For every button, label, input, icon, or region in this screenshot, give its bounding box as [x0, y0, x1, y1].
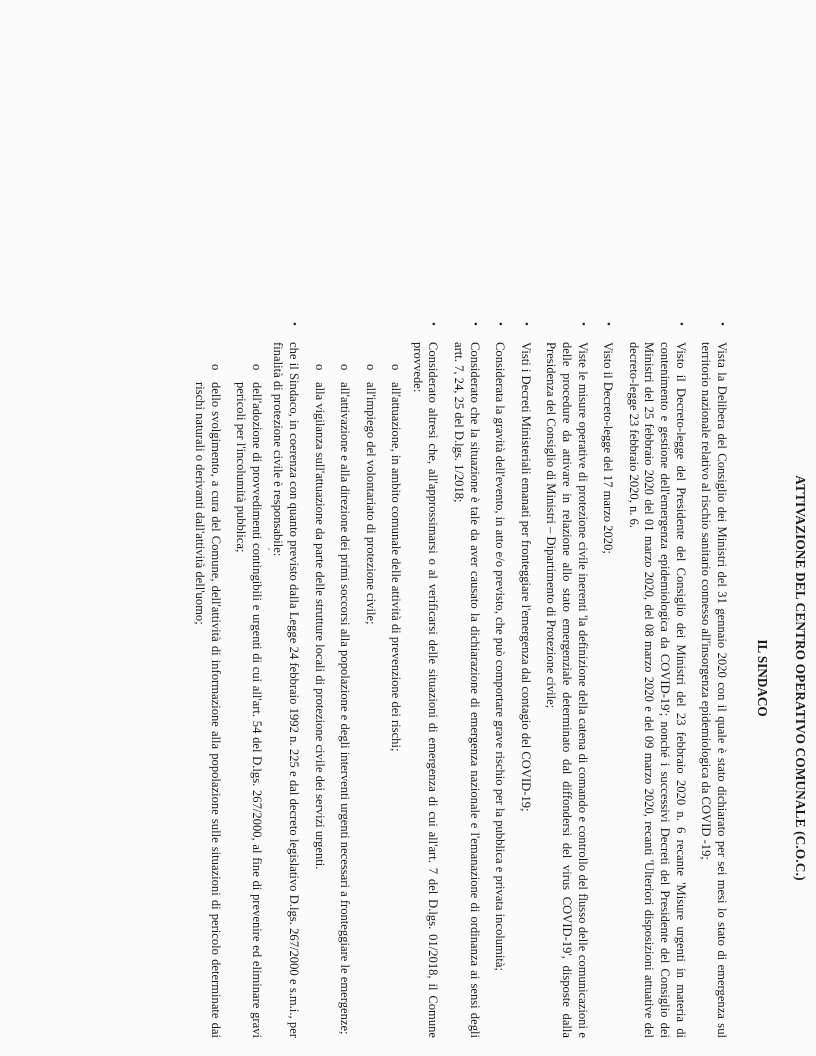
consideration-text: Considerato altresì che, all'approssimarsi o al verificarsi delle situazioni di emergenza di cui all'art. 7 del D.lgs. 01/2018, il Comune provvede: [410, 342, 441, 1038]
circle-bullet-icon: o [208, 364, 223, 371]
consideration-text: Visto il Decreto-legge del 17 marzo 2020; [601, 342, 616, 554]
bullet-icon: • [494, 322, 507, 326]
bullet-icon: • [519, 322, 532, 326]
provision-item [337, 342, 353, 1038]
mayor-statement-item [191, 318, 301, 1038]
document-title: ATTIVAZIONE DEL CENTRO OPERATIVO COMUNALE (C.O.C.) [793, 475, 808, 881]
rotated-document-body [86, 318, 808, 1038]
bullet-icon: • [576, 322, 589, 326]
bullet-icon: • [602, 322, 615, 326]
provision-item [311, 342, 327, 1038]
circle-bullet-icon: o [389, 364, 404, 371]
circle-bullet-icon: o [363, 364, 378, 371]
consideration-item [625, 318, 687, 1038]
bullet-icon: • [674, 322, 687, 326]
responsibility-item [233, 342, 264, 1038]
consideration-text: Considerata la gravità dell'evento, in atto e/o previsto, che può comportare grave rischio per la pubblica e privata incolumità; [493, 342, 508, 971]
responsibilities-list [191, 342, 263, 1038]
consideration-text: Visto il Decreto-legge del Presidente del Consiglio dei Ministri del 23 febbraio 2020 n. 6 recante 'Misure urgenti in materia di contenimento e gestione dell'emergenza epidemiologica da COVID-19'; nonché i successivi Decreti del Presidente del Consiglio dei Ministri del 25 febbraio 2020 del 01 marzo 2020, del 08 marzo 2020 e del 09 marzo 2020, recanti 'Ulteriori disposizioni attuative del decreto-legge 23 febbraio 2020, n. 6. [626, 342, 688, 1038]
consideration-item [492, 318, 508, 1038]
document-subtitle: IL SINDACO [755, 639, 771, 717]
consideration-item [543, 318, 590, 1038]
consideration-item [517, 318, 533, 1038]
responsibility-item [191, 342, 222, 1038]
consideration-item [451, 318, 482, 1038]
provisions-list [311, 342, 403, 1038]
consideration-item [600, 318, 616, 1038]
circle-bullet-icon: o [338, 364, 353, 371]
consideration-item [698, 318, 729, 1038]
provision-text: all'attivazione e alla direzione dei primi soccorsi alla popolazione e degli interventi urgenti necessari a fronteggiare le emergenze; [338, 382, 353, 1035]
provision-text: alla vigilanza sull'attuazione da parte delle strutture locali di protezione civile dei servizi urgenti. [312, 382, 327, 870]
provision-text: all'attuazione, in ambito comunale delle attività di prevenzione dei rischi; [389, 382, 404, 752]
circle-bullet-icon: o [249, 364, 264, 371]
consideration-text: Viste le misure operative di protezione civile inerenti 'la definizione della catena di comando e controllo del flusso delle comunicazioni e delle procedure da attivare in relazione allo stato emergenziale determinato dal diffondersi del virus COVID-19', disposte dalla Presidenza del Consiglio di Ministri – Dipartimento di Protezione civile; [544, 342, 590, 1038]
responsibility-text: dell'adozione di provvedimenti contingibili e urgenti di cui all'art. 54 del D.lgs. 267/2000, al fine di prevenire ed eliminare gravi pericoli per l'incolumità pubblica; [234, 382, 264, 1038]
consideration-text: Considerato che la situazione è tale da aver causato la dichiarazione di emergenza nazionale e l'emanazione di ordinanza ai sensi degli artt. 7, 24, 25 del D.lgs. 1/2018; [452, 342, 482, 1038]
consideration-text: Vista la Delibera del Consiglio dei Ministri del 31 gennaio 2020 con il quale è stato dichiarato per sei mesi lo stato di emergenza sul territorio nazionale relativo al rischio sanitario connesso all'insorgenza epidemiologica da COVID -19; [699, 342, 729, 1038]
mayor-statement-text: che il Sindaco, in coerenza con quanto previsto dalla Legge 24 febbraio 1992 n. 225 e dal decreto legislativo D.lgs. 267/2000 e s.m.i., per finalità di protezione civile è responsabile: [271, 342, 301, 1038]
bullet-icon: • [427, 322, 440, 326]
circle-bullet-icon: o [312, 364, 327, 371]
bullet-icon: • [715, 322, 728, 326]
provision-text: all'impiego del volontariato di protezione civile; [363, 382, 378, 625]
bullet-icon: • [287, 322, 300, 326]
responsibility-text: dello svolgimento, a cura del Comune, dell'attività di informazione alla popolazione sulle situazioni di pericolo determinate dai rischi naturali o derivanti dall'attività dell'uomo; [192, 382, 223, 1038]
consideration-item [311, 318, 441, 1038]
bullet-icon: • [468, 322, 481, 326]
considerations-list [191, 318, 728, 1038]
provision-item [388, 342, 404, 1038]
consideration-text: Visti i Decreti Ministeriali emanati per fronteggiare l'emergenza dal contagio del COVID-19; [518, 342, 533, 812]
provision-item [362, 342, 378, 1038]
